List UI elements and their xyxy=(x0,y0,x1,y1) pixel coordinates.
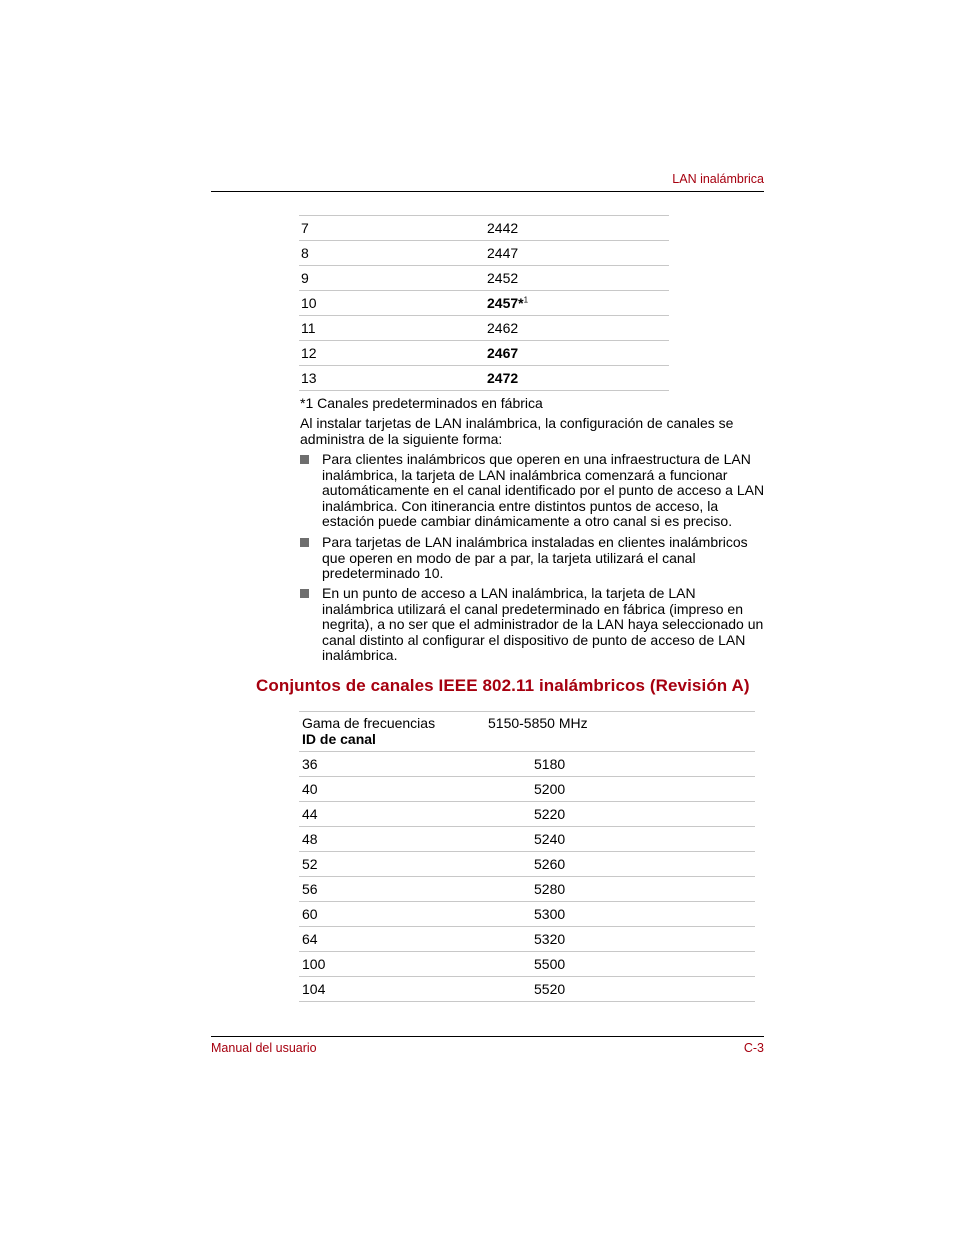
square-bullet-icon xyxy=(300,589,309,598)
channel-table-24ghz xyxy=(299,215,669,391)
channel-cell: 7 xyxy=(301,220,309,236)
channel-cell: 52 xyxy=(302,856,318,872)
footer-rule xyxy=(211,1036,764,1037)
frequency-cell: 5520 xyxy=(534,981,566,997)
table-row xyxy=(299,852,755,877)
table-row xyxy=(299,315,669,340)
list-item-text: Para tarjetas de LAN inalámbrica instaladas en clientes inalámbricos que operen en modo de par a par, la tarjeta utilizará el canal predeterminado 10. xyxy=(322,534,748,581)
header-label-cell xyxy=(302,716,435,747)
table-row xyxy=(299,952,755,977)
table-row xyxy=(299,365,669,391)
frequency-cell: 5200 xyxy=(534,781,566,797)
footer-manual-title: Manual del usuario xyxy=(211,1041,317,1055)
table-row xyxy=(299,215,669,240)
frequency-cell xyxy=(487,316,669,340)
table-row xyxy=(299,902,755,927)
frequency-cell xyxy=(487,216,669,240)
frequency-cell: 5280 xyxy=(534,881,566,897)
frequency-range-value: 5150-5850 MHz xyxy=(488,715,588,731)
channel-cell: 100 xyxy=(302,956,326,972)
intro-paragraph: Al instalar tarjetas de LAN inalámbrica, la configuración de canales se administra de la siguiente forma: xyxy=(300,415,734,447)
footnote-marker: 1 xyxy=(523,295,529,305)
frequency-value: 2462 xyxy=(487,320,519,336)
list-item-text: Para clientes inalámbricos que operen en una infraestructura de LAN inalámbrica, la tarjeta de LAN inalámbrica comenzará a funcionar automáticamente en el canal identificado por el punto de acceso a LAN inalámbrica. Con itinerancia entre distintos puntos de acceso, la estación puede cambiar dinámicamente a otro canal si es preciso. xyxy=(322,451,765,529)
table-header-row xyxy=(299,712,755,752)
section-heading: Conjuntos de canales IEEE 802.11 inalámbricos (Revisión A) xyxy=(256,676,750,695)
frequency-value: 2452 xyxy=(487,270,519,286)
table-row xyxy=(299,927,755,952)
square-bullet-icon xyxy=(300,455,309,464)
channel-table-5ghz xyxy=(299,711,755,1002)
frequency-cell xyxy=(487,241,669,265)
frequency-value: 2467 xyxy=(487,345,519,361)
footnote-text: *1 Canales predeterminados en fábrica xyxy=(300,395,543,411)
channel-cell: 48 xyxy=(302,831,318,847)
channel-cell: 40 xyxy=(302,781,318,797)
frequency-range-label: Gama de frecuencias xyxy=(302,715,436,731)
frequency-value: 2457* xyxy=(487,295,524,311)
channel-cell: 13 xyxy=(301,370,317,386)
channel-cell: 10 xyxy=(301,295,317,311)
square-bullet-icon xyxy=(300,538,309,547)
frequency-cell xyxy=(487,366,669,390)
list-item xyxy=(300,452,765,530)
frequency-cell: 5180 xyxy=(534,756,566,772)
list-item-text: En un punto de acceso a LAN inalámbrica, la tarjeta de LAN inalámbrica utilizará el canal predeterminado en fábrica (impreso en negrita), a no ser que el administrador de la LAN haya seleccionado un canal distinto al configurar el dispositivo de punto de acceso de LAN inalámbrica. xyxy=(322,585,764,663)
channel-cell: 12 xyxy=(301,345,317,361)
channel-cell: 44 xyxy=(302,806,318,822)
table-row xyxy=(299,877,755,902)
frequency-cell: 5320 xyxy=(534,931,566,947)
frequency-cell xyxy=(487,341,669,365)
table-row xyxy=(299,752,755,777)
table-row xyxy=(299,340,669,365)
table-row xyxy=(299,977,755,1002)
list-item xyxy=(300,535,765,582)
frequency-value: 2442 xyxy=(487,220,519,236)
channel-cell: 36 xyxy=(302,756,318,772)
frequency-cell: 5220 xyxy=(534,806,566,822)
channel-cell: 64 xyxy=(302,931,318,947)
channel-cell: 60 xyxy=(302,906,318,922)
frequency-cell: 5240 xyxy=(534,831,566,847)
frequency-cell xyxy=(487,266,669,290)
channel-cell: 104 xyxy=(302,981,326,997)
channel-cell: 56 xyxy=(302,881,318,897)
header-rule xyxy=(211,191,764,192)
table-row xyxy=(299,802,755,827)
table-row xyxy=(299,777,755,802)
channel-cell: 8 xyxy=(301,245,309,261)
running-header-title: LAN inalámbrica xyxy=(672,172,764,186)
frequency-cell: 5500 xyxy=(534,956,566,972)
channel-id-label: ID de canal xyxy=(302,730,376,747)
frequency-value: 2472 xyxy=(487,370,519,386)
table-row xyxy=(299,827,755,852)
table-row xyxy=(299,290,669,315)
list-item xyxy=(300,586,765,664)
footer-page-number: C-3 xyxy=(743,1041,764,1055)
frequency-value: 2447 xyxy=(487,245,519,261)
channel-cell: 11 xyxy=(301,320,316,336)
frequency-cell: 5260 xyxy=(534,856,566,872)
frequency-cell: 5300 xyxy=(534,906,566,922)
table-row xyxy=(299,240,669,265)
channel-cell: 9 xyxy=(301,270,309,286)
frequency-cell xyxy=(487,291,669,315)
table-row xyxy=(299,265,669,290)
